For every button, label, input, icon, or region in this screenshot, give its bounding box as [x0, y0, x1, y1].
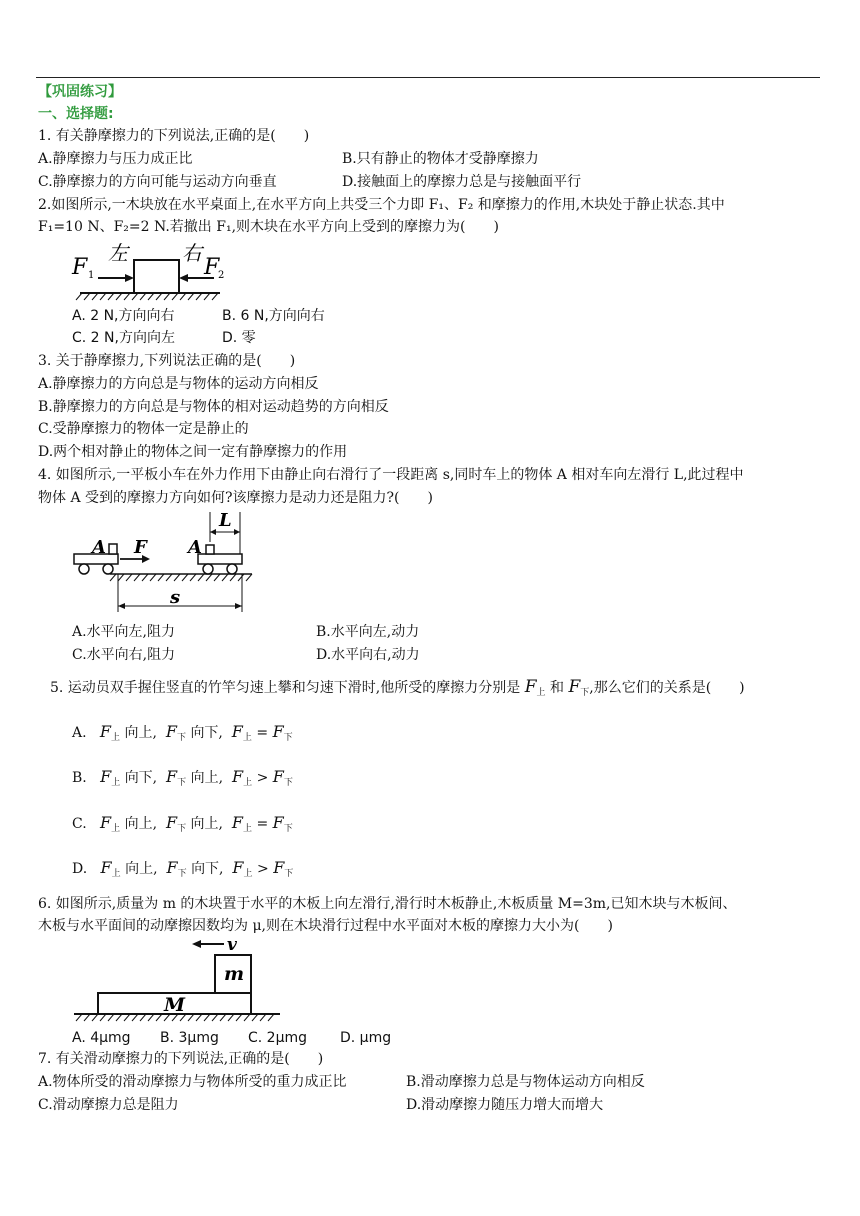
q6-stem-line2: 木板与水平面间的动摩擦因数均为 μ,则在木块滑行过程中水平面对木板的摩擦力大小为( )	[38, 918, 613, 934]
q2-option-c[interactable]: C. 2 N,方向向左	[72, 330, 175, 346]
q4-option-a[interactable]: A.水平向左,阻力	[72, 624, 176, 640]
q7-option-b[interactable]: B.滑动摩擦力总是与物体运动方向相反	[406, 1074, 645, 1090]
q2-option-d[interactable]: D. 零	[222, 330, 256, 346]
q2-right-label: 右	[182, 241, 202, 265]
q5-option-c[interactable]: C. $F_上$ 向上, $F_下$ 向上, $F_上 = F_下$	[72, 813, 293, 834]
q6-m-label: m	[224, 963, 245, 985]
q4-stem-line2: 物体 A 受到的摩擦力方向如何?该摩擦力是动力还是阻力?( )	[38, 490, 433, 506]
q1-option-d[interactable]: D.接触面上的摩擦力总是与接触面平行	[342, 174, 582, 190]
q4-a1-label: A	[92, 537, 106, 558]
q3-option-c[interactable]: C.受静摩擦力的物体一定是静止的	[38, 421, 249, 437]
q1-stem: 1. 有关静摩擦力的下列说法,正确的是( )	[38, 128, 310, 144]
q2-stem-line1: 2.如图所示,一木块放在水平桌面上,在水平方向上共受三个力即 F₁、F₂ 和摩擦力的作用,木块处于静止状态.其中	[38, 197, 725, 213]
q4-figure	[70, 508, 260, 618]
q3-stem: 3. 关于静摩擦力,下列说法正确的是( )	[38, 353, 296, 369]
q4-option-c[interactable]: C.水平向右,阻力	[72, 647, 176, 663]
q2-figure	[70, 240, 230, 305]
q1-option-c[interactable]: C.静摩擦力的方向可能与运动方向垂直	[38, 174, 277, 190]
q6-option-d[interactable]: D. μmg	[340, 1030, 392, 1046]
q4-option-b[interactable]: B.水平向左,动力	[316, 624, 420, 640]
q2-f2-label: F	[204, 255, 220, 280]
q4-f-label: F	[134, 537, 147, 558]
q4-option-d[interactable]: D.水平向右,动力	[316, 647, 420, 663]
q2-option-b[interactable]: B. 6 N,方向向右	[222, 308, 325, 324]
svg-text:2: 2	[218, 270, 225, 281]
q7-stem: 7. 有关滑动摩擦力的下列说法,正确的是( )	[38, 1051, 324, 1067]
q1-option-a[interactable]: A.静摩擦力与压力成正比	[38, 151, 193, 167]
q3-option-b[interactable]: B.静摩擦力的方向总是与物体的相对运动趋势的方向相反	[38, 399, 389, 415]
subsection-title: 一、选择题:	[38, 106, 114, 122]
q4-l-label: L	[219, 510, 232, 531]
q4-s-label: s	[170, 587, 181, 608]
q4-a2-label: A	[188, 537, 202, 558]
q2-option-a[interactable]: A. 2 N,方向向右	[72, 308, 175, 324]
q6-option-c[interactable]: C. 2μmg	[248, 1030, 308, 1046]
q6-option-b[interactable]: B. 3μmg	[160, 1030, 219, 1046]
q6-v-label: v	[227, 935, 237, 955]
q5-option-b[interactable]: B. $F_上$ 向下, $F_下$ 向上, $F_上 > F_下$	[72, 767, 293, 788]
q2-block	[134, 260, 179, 293]
q2-left-label: 左	[108, 241, 128, 265]
q4-stem-line1: 4. 如图所示,一平板小车在外力作用下由静止向右滑行了一段距离 s,同时车上的物体 A 相对车向左滑行 L,此过程中	[38, 467, 744, 483]
q2-stem-line2: F₁=10 N、F₂=2 N.若撤出 F₁,则木块在水平方向上受到的摩擦力为( )	[38, 219, 499, 235]
q4-cart-right	[198, 554, 242, 564]
q3-option-d[interactable]: D.两个相对静止的物体之间一定有静摩擦力的作用	[38, 444, 348, 460]
q6-option-a[interactable]: A. 4μmg	[72, 1030, 131, 1046]
q6-stem-line1: 6. 如图所示,质量为 m 的木块置于水平的木板上向左滑行,滑行时木板静止,木板质量 M=3m,已知木块与木板间、	[38, 896, 737, 912]
q5-option-d[interactable]: D. $F_上$ 向上, $F_下$ 向下, $F_上 > F_下$	[72, 858, 294, 879]
q5-option-a[interactable]: A. $F_上$ 向上, $F_下$ 向下, $F_上 = F_下$	[72, 722, 293, 743]
q2-f1-label: F	[72, 255, 88, 280]
top-rule	[36, 77, 820, 78]
q7-option-a[interactable]: A.物体所受的滑动摩擦力与物体所受的重力成正比	[38, 1074, 347, 1090]
q7-option-c[interactable]: C.滑动摩擦力总是阻力	[38, 1097, 179, 1113]
section-title: 【巩固练习】	[38, 84, 122, 100]
q1-option-b[interactable]: B.只有静止的物体才受静摩擦力	[342, 151, 539, 167]
q6-M-label: M	[164, 994, 186, 1016]
q5-stem: 5. 运动员双手握住竖直的竹竿匀速上攀和匀速下滑时,他所受的摩擦力分别是 $F_上$ 和 $F_下$,那么它们的关系是( )	[50, 677, 745, 698]
q7-option-d[interactable]: D.滑动摩擦力随压力增大而增大	[406, 1097, 604, 1113]
q3-option-a[interactable]: A.静摩擦力的方向总是与物体的运动方向相反	[38, 376, 319, 392]
q6-figure	[74, 934, 289, 1026]
svg-text:1: 1	[88, 270, 95, 281]
